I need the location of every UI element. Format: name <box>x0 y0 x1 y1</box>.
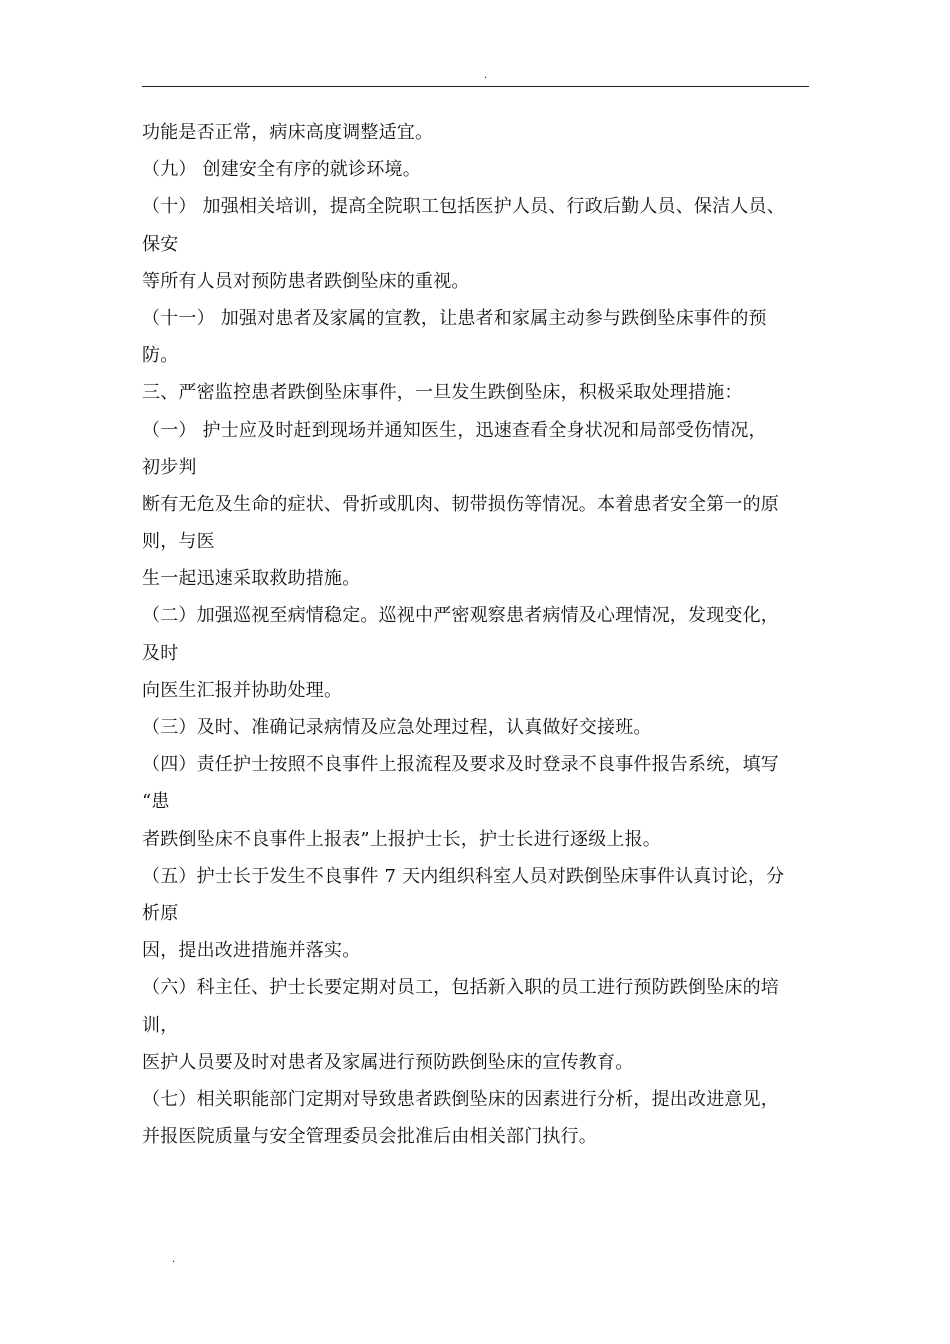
text-line: 断有无危及生命的症状、骨折或肌肉、韧带损伤等情况。本着患者安全第一的原 <box>142 493 779 515</box>
text-line: 因，提出改进措施并落实。 <box>142 940 361 962</box>
text-line: 功能是否正常，病床高度调整适宜。 <box>142 122 434 143</box>
text-line: 生一起迅速采取救助措施。 <box>142 568 361 590</box>
text-line: （六）科主任、护士长要定期对员工，包括新入职的员工进行预防跌倒坠床的培 <box>142 977 779 999</box>
text-line: 等所有人员对预防患者跌倒坠床的重视。 <box>142 270 470 292</box>
text-line: （九） 创建安全有序的就诊环境。 <box>142 159 421 181</box>
text-line: （十） 加强相关培训，提高全院职工包括医护人员、行政后勤人员、保洁人员、 <box>142 196 785 218</box>
header-mark: . <box>484 70 488 81</box>
text-line: “患 <box>142 791 170 813</box>
header-rule <box>142 86 809 87</box>
text-line: 及时 <box>142 642 179 664</box>
text-line: （三）及时、准确记录病情及应急处理过程，认真做好交接班。 <box>142 717 652 738</box>
text-line: （十一） 加强对患者及家属的宣教，让患者和家属主动参与跌倒坠床事件的预 <box>142 307 767 329</box>
text-line: （二）加强巡视至病情稳定。巡视中严密观察患者病情及心理情况，发现变化， <box>142 605 779 627</box>
text-line: 向医生汇报并协助处理。 <box>142 679 343 701</box>
text-line: 者跌倒坠床不良事件上报表”上报护士长，护士长进行逐级上报。 <box>142 828 661 850</box>
text-line: 三、严密监控患者跌倒坠床事件，一旦发生跌倒坠床，积极采取处理措施： <box>142 382 743 404</box>
text-line: 保安 <box>142 233 179 255</box>
document-body <box>142 114 812 1155</box>
text-line: 防。 <box>142 345 179 367</box>
text-line: 析原 <box>142 902 179 924</box>
text-line: 医护人员要及时对患者及家属进行预防跌倒坠床的宣传教育。 <box>142 1051 634 1073</box>
text-line: （五）护士长于发生不良事件 7 天内组织科室人员对跌倒坠床事件认真讨论，分 <box>142 865 785 887</box>
footer-mark: . <box>172 1254 176 1265</box>
text-line: （七）相关职能部门定期对导致患者跌倒坠床的因素进行分析，提出改进意见， <box>142 1088 779 1110</box>
text-line: （四）责任护士按照不良事件上报流程及要求及时登录不良事件报告系统，填写 <box>142 754 779 776</box>
text-line: （一） 护士应及时赶到现场并通知医生，迅速查看全身状况和局部受伤情况， <box>142 419 767 441</box>
text-line: 训， <box>142 1014 179 1036</box>
text-line: 并报医院质量与安全管理委员会批准后由相关部门执行。 <box>142 1126 597 1148</box>
text-line: 初步判 <box>142 456 197 478</box>
text-line: 则，与医 <box>142 531 215 553</box>
